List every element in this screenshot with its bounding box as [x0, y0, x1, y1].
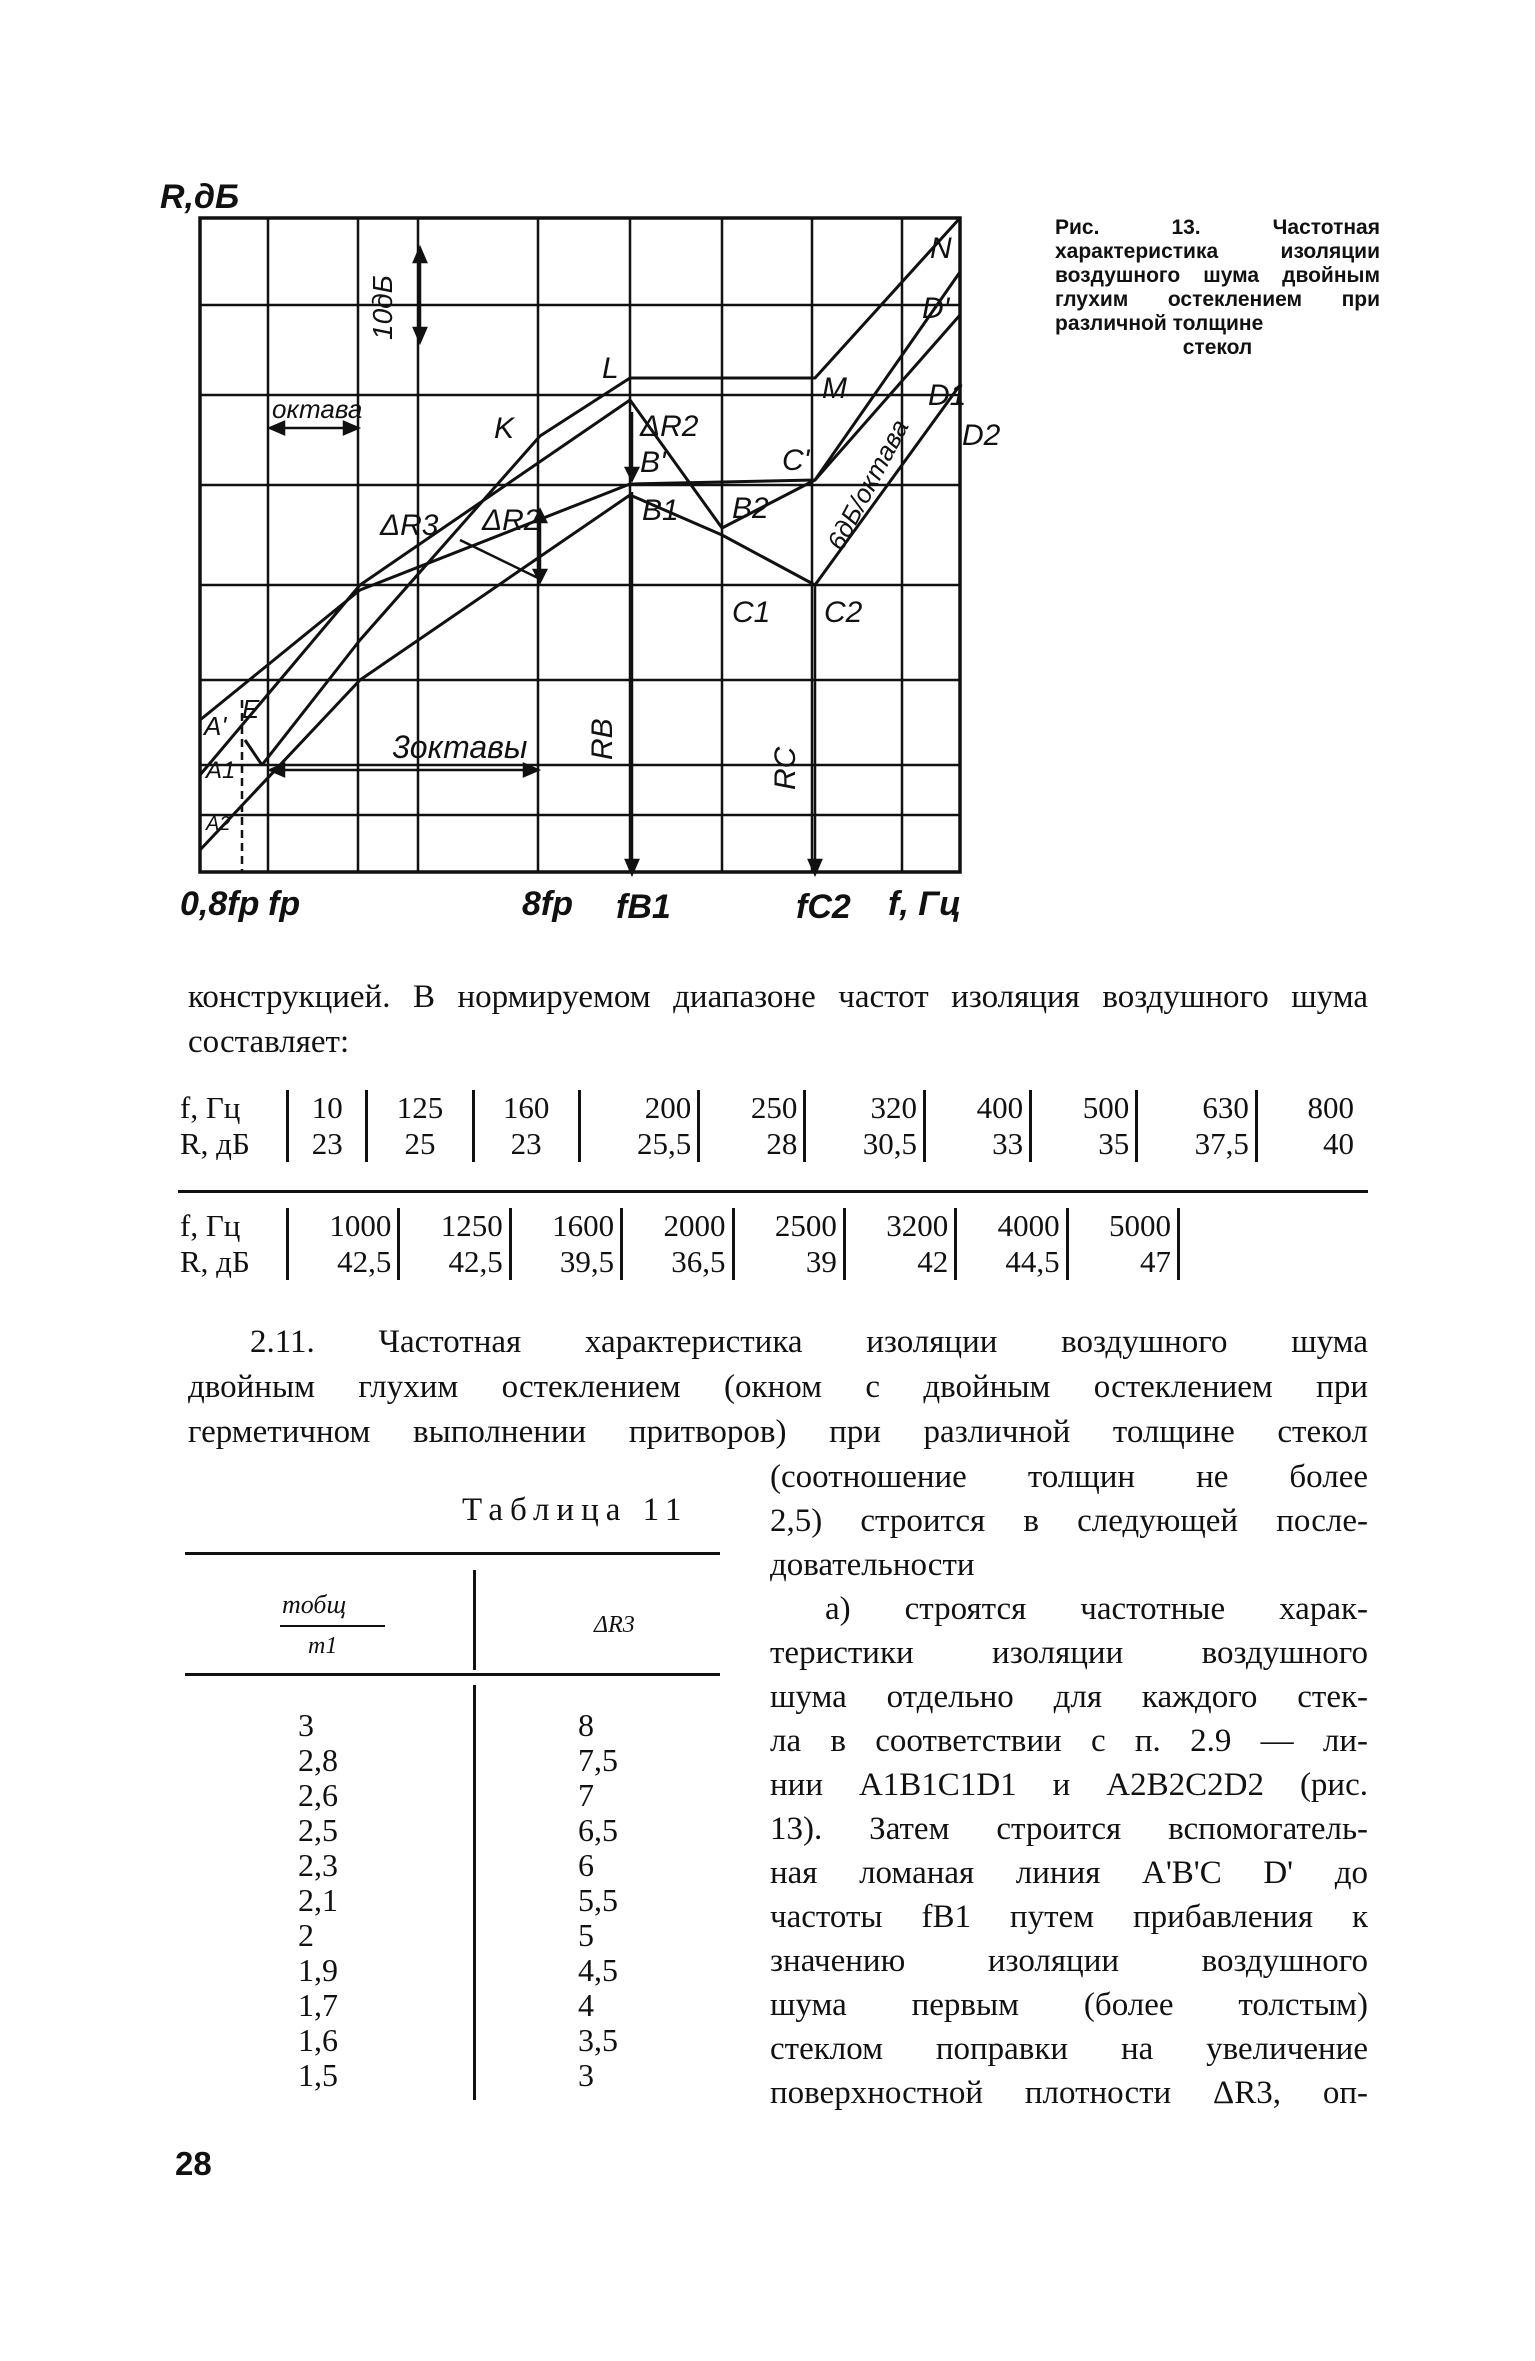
y-axis-label: R,дБ [160, 178, 240, 216]
label-delta-r2: ΔR2 [482, 504, 541, 537]
table-11-divider-top [473, 1570, 476, 1670]
figure-13 [0, 0, 1535, 960]
point-label-n: N [930, 232, 952, 265]
table-11-header-bar [280, 1625, 385, 1627]
section-2-11-line-2: двойным глухим остеклением (окном с двойным остеклением при [188, 1369, 1368, 1405]
section-2-11-line-3: герметичном выполнении притворов) при различной толщине стекол [188, 1414, 1368, 1450]
section-2-11-line-1: 2.11. Частотная характеристика изоляции воздушного шума [250, 1324, 1368, 1360]
caption-text: Рис. 13. Частотная характеристика изоляции воздушного шума двойным глухим остеклением при различной толщине [1055, 216, 1380, 335]
caption-end: стекол [1182, 336, 1253, 359]
scale-label: 10дБ [367, 275, 398, 340]
table-row: R, дБ 23 25 23 25,5 28 30,5 33 35 37,5 40 [180, 1126, 1360, 1162]
point-label-c2: C2 [824, 596, 863, 629]
point-label-d2: D2 [962, 419, 1001, 452]
right-column-text: (соотношение толщин не более 2,5) строится в следующей после- довательности а) строятся частотные харак- теристики изоляции воздушного шума отдельно для каждого стек- ла в соответствии с п. 2.9 — ли- нии A1B1C1D1 и A2B2C2D2 (рис. 13). Затем строится вспомогатель- ная ломаная линия A'B'C D' до частоты fB1 путем прибавления к значению изоляции воздушного шума первым (более толстым) стеклом поправки на увеличение поверхностной плотности ΔR3, оп- [770, 1459, 1368, 2111]
label-delta-r2-top: ΔR2 [640, 410, 699, 443]
table-11-header-delta: ΔR3 [594, 1612, 635, 1638]
point-label-c1: C1 [732, 596, 771, 629]
table-row: f, Гц 10 125 160 200 250 320 400 500 630 800 [180, 1090, 1360, 1126]
point-label-a1: A1 [206, 757, 236, 784]
octave-label: октава [272, 394, 363, 424]
x-axis-label: f, Гц [888, 885, 962, 923]
frequency-table-1 [180, 1090, 1360, 1162]
x-tick-8fp: 8fp [522, 885, 573, 923]
frequency-table-2 [180, 1208, 1180, 1280]
point-label-d-prime: D' [922, 292, 950, 325]
label-rc: RC [769, 746, 802, 790]
table-row: f, Гц 1000 1250 1600 2000 2500 3200 4000 5000 [180, 1208, 1179, 1244]
point-label-l: L [602, 352, 619, 385]
x-tick-fc2: fC2 [796, 888, 851, 926]
point-label-b1: B1 [642, 494, 679, 527]
figure-caption [1055, 216, 1380, 360]
table-divider [178, 1190, 1368, 1193]
slope-label: 6дБ/октава [820, 414, 915, 555]
table-11-header-den: m1 [308, 1633, 338, 1659]
label-delta-r3: ΔR3 [380, 509, 439, 542]
table-row: R, дБ 42,5 42,5 39,5 36,5 39 42 44,5 47 [180, 1244, 1179, 1280]
point-label-d1: D1 [928, 379, 967, 412]
point-label-m: M [822, 372, 847, 405]
point-label-b2: B2 [732, 492, 769, 525]
table-11-top-rule [185, 1552, 720, 1555]
three-octaves-label: 3октавы [392, 729, 528, 765]
table-11-divider-body [473, 1685, 476, 2100]
table-11-col-ratio: 3 2,8 2,6 2,5 2,3 2,1 2 1,9 1,7 1,6 1,5 [298, 1707, 338, 2093]
x-tick-fb1: fB1 [616, 888, 671, 926]
x-tick-08fp: 0,8fp [180, 885, 260, 923]
paragraph-intro: конструкцией. В нормируемом диапазоне частот изоляция воздушного шума составляет: [188, 979, 1368, 1060]
point-label-k: K [494, 412, 515, 445]
table-11-header-num: mобщ [282, 1590, 347, 1619]
point-label-b-prime: B' [640, 446, 666, 479]
point-label-a-prime: A' [204, 711, 227, 741]
point-label-e: E [242, 694, 260, 724]
line-e-to-a1 [245, 740, 262, 765]
point-label-a2: A2 [206, 813, 231, 835]
table-11-title: Таблица 11 [462, 1492, 689, 1528]
table-11-col-delta: 8 7,5 7 6,5 6 5,5 5 4,5 4 3,5 3 [578, 1707, 618, 2093]
label-rb: RB [586, 718, 619, 760]
point-label-c-prime: C' [782, 444, 810, 477]
x-tick-fp: fp [268, 885, 301, 923]
page-number: 28 [175, 2145, 212, 2182]
table-11-header-rule [185, 1673, 720, 1676]
